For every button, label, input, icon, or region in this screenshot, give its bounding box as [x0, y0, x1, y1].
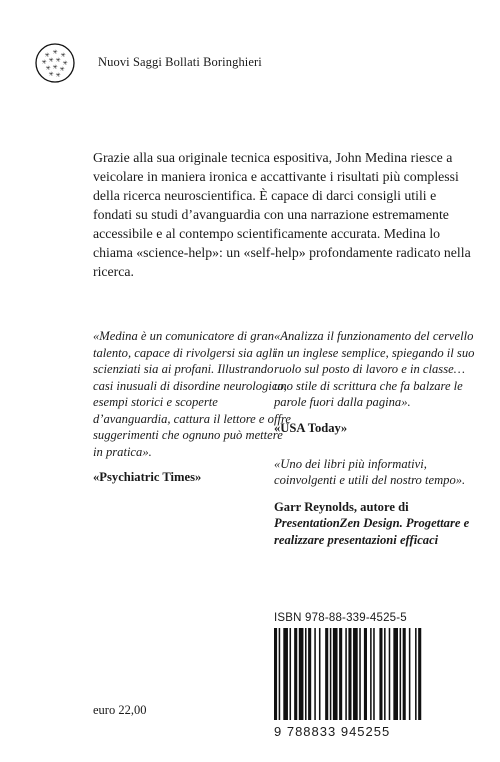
quote-left	[93, 328, 293, 485]
attribution-author: Garr Reynolds, autore di	[274, 499, 409, 514]
svg-text:✳: ✳	[55, 57, 61, 64]
barcode	[274, 628, 474, 738]
svg-text:✳: ✳	[48, 71, 54, 78]
barcode-bar	[379, 628, 382, 720]
barcode-bar	[345, 628, 347, 720]
svg-text:✳: ✳	[44, 52, 50, 59]
barcode-bar	[353, 628, 358, 720]
quote-text: «Uno dei libri più informativi, coinvolgenti e utili del nostro tempo».	[274, 456, 466, 487]
svg-text:✳: ✳	[55, 72, 61, 79]
barcode-bar	[348, 628, 351, 720]
barcode-bar	[308, 628, 311, 720]
quote-source: «Psychiatric Times»	[93, 470, 202, 484]
barcode-bar	[330, 628, 332, 720]
barcode-bar	[294, 628, 297, 720]
svg-text:✳: ✳	[52, 64, 58, 71]
barcode-bar	[364, 628, 367, 720]
svg-text:✳: ✳	[45, 65, 51, 72]
attribution-title: PresentationZen Design. Progettare e realizzare presentazioni efficaci	[274, 516, 470, 547]
barcode-bar	[305, 628, 307, 720]
barcode-bar	[409, 628, 411, 720]
barcode-bar	[400, 628, 402, 720]
quote-text: «Analizza il funzionamento del cervello in un inglese semplice, spiegando il suo ruolo sul posto di lavoro e in classe… uno stile di scrittura che fa balzare le parole fuori dalla pagina».	[274, 329, 475, 409]
barcode-bar	[279, 628, 281, 720]
barcode-bar	[359, 628, 361, 720]
barcode-bar	[393, 628, 398, 720]
svg-text:✳: ✳	[52, 49, 58, 56]
svg-text:✳: ✳	[48, 57, 54, 64]
barcode-bar	[415, 628, 417, 720]
quote-right	[274, 328, 484, 548]
quote-attribution	[274, 499, 484, 549]
barcode-bar	[283, 628, 288, 720]
publisher-logo	[34, 42, 76, 84]
barcode-bar	[290, 628, 292, 720]
barcode-bars	[274, 628, 474, 722]
barcode-bar	[319, 628, 321, 720]
series-name: Nuovi Saggi Bollati Boringhieri	[98, 55, 262, 69]
barcode-bar	[274, 628, 277, 720]
quote-text: «Medina è un comunicatore di gran talento, capace di rivolgersi sia agli scienziati sia ai profani. Illustrando casi inusuali di disordine neurologico, esempi storici e scoperte d’avanguardia, cattura il lettore e offre suggerimenti che ognuno può mettere in pratica».	[93, 329, 291, 459]
svg-text:✳: ✳	[59, 66, 65, 73]
barcode-bar	[389, 628, 391, 720]
barcode-bar	[339, 628, 342, 720]
svg-text:✳: ✳	[62, 60, 68, 67]
barcode-bar	[299, 628, 304, 720]
barcode-bar	[384, 628, 386, 720]
price: euro 22,00	[93, 703, 147, 717]
barcode-bar	[403, 628, 406, 720]
barcode-bar	[373, 628, 375, 720]
back-cover-blurb: Grazie alla sua originale tecnica espositiva, John Medina riesce a veicolare in maniera ironica e accattivante i risultati più complessi della ricerca neuroscientifica. È capace di darci consigli utili e fondati su studi d’avanguardia con una narrazione estremamente accessibile e al contempo scientificamente accurata. Medina lo chiama «science-help»: un «self-help» profondamente radicato nella ricerca.	[93, 150, 471, 279]
svg-text:✳: ✳	[41, 59, 47, 66]
barcode-bar	[314, 628, 316, 720]
isbn: ISBN 978-88-339-4525-5	[274, 612, 407, 624]
barcode-bar	[418, 628, 421, 720]
svg-text:✳: ✳	[60, 52, 66, 59]
barcode-digits: 9 788833 945255	[274, 724, 391, 739]
barcode-bar	[325, 628, 328, 720]
barcode-bar	[370, 628, 372, 720]
quote-source: «USA Today»	[274, 420, 348, 435]
barcode-bar	[333, 628, 338, 720]
